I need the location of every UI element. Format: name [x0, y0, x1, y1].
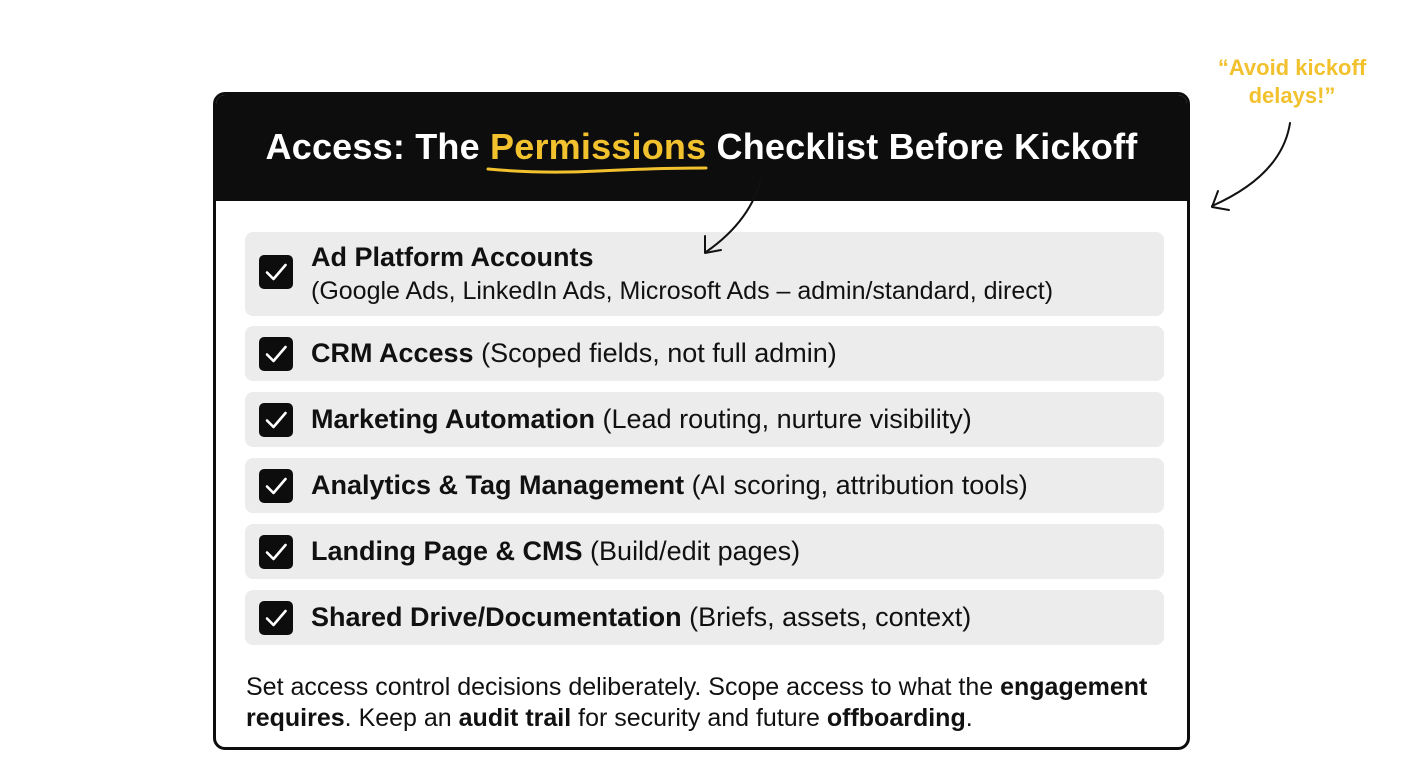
title-suffix: Checklist Before Kickoff [706, 126, 1138, 167]
checklist-item-label: Analytics & Tag Management [311, 470, 685, 500]
annotation-line: delays!” [1248, 83, 1336, 108]
checklist-item-text [311, 536, 800, 567]
hand-drawn-arrow-icon [1212, 123, 1290, 210]
page-title [216, 126, 1187, 168]
footer-emphasis: audit trail [458, 704, 572, 732]
checklist-item-label: Landing Page & CMS [311, 536, 583, 566]
checklist-item-label: Ad Platform Accounts [311, 242, 594, 272]
checklist-item-detail: (Scoped fields, not full admin) [481, 338, 837, 368]
checkbox-checked-icon[interactable] [259, 601, 293, 635]
checklist-item-landing-page [245, 524, 1164, 579]
checkbox-checked-icon[interactable] [259, 403, 293, 437]
footer-emphasis: engagement requires [246, 673, 1148, 732]
checklist-item-label: CRM Access [311, 338, 474, 368]
footer-note [246, 672, 1176, 734]
footer-text: . [965, 704, 973, 732]
footer-text: for security and future [571, 704, 827, 732]
checklist-item-analytics [245, 458, 1164, 513]
checklist-item-detail: (AI scoring, attribution tools) [691, 470, 1028, 500]
checkbox-checked-icon[interactable] [259, 255, 293, 289]
side-annotation [1196, 54, 1388, 110]
checklist-item-label: Marketing Automation [311, 404, 596, 434]
checklist-item-detail: (Build/edit pages) [590, 536, 801, 566]
checklist-item-text [311, 470, 1028, 501]
footer-emphasis: offboarding [826, 704, 966, 732]
checklist-item-ad-platform [245, 232, 1164, 316]
title-prefix: Access: The [265, 126, 491, 167]
checkbox-checked-icon[interactable] [259, 469, 293, 503]
checklist-item-shared-drive [245, 590, 1164, 645]
footer-text: . Keep an [344, 704, 459, 732]
checklist-item-marketing-automation [245, 392, 1164, 447]
checklist-item-detail: (Google Ads, LinkedIn Ads, Microsoft Ads – admin/standard, direct) [311, 277, 1054, 305]
footer-text: Set access control decisions deliberately. Scope access to what the [246, 673, 1001, 701]
checklist-item-text [311, 602, 971, 633]
checklist-item-label: Shared Drive/Documentation [311, 602, 682, 632]
checklist-card [213, 92, 1190, 750]
checklist-item-text [311, 338, 837, 369]
card-header [216, 95, 1187, 201]
checkbox-checked-icon[interactable] [259, 535, 293, 569]
annotation-line: “Avoid kickoff [1217, 55, 1367, 80]
checklist-item-detail: (Lead routing, nurture visibility) [602, 404, 972, 434]
checklist-item-detail: (Briefs, assets, context) [689, 602, 972, 632]
checklist-item-text [311, 404, 972, 435]
checklist-item-text [311, 242, 1053, 306]
title-highlight: Permissions [490, 126, 707, 167]
checkbox-checked-icon[interactable] [259, 337, 293, 371]
checklist-item-crm [245, 326, 1164, 381]
